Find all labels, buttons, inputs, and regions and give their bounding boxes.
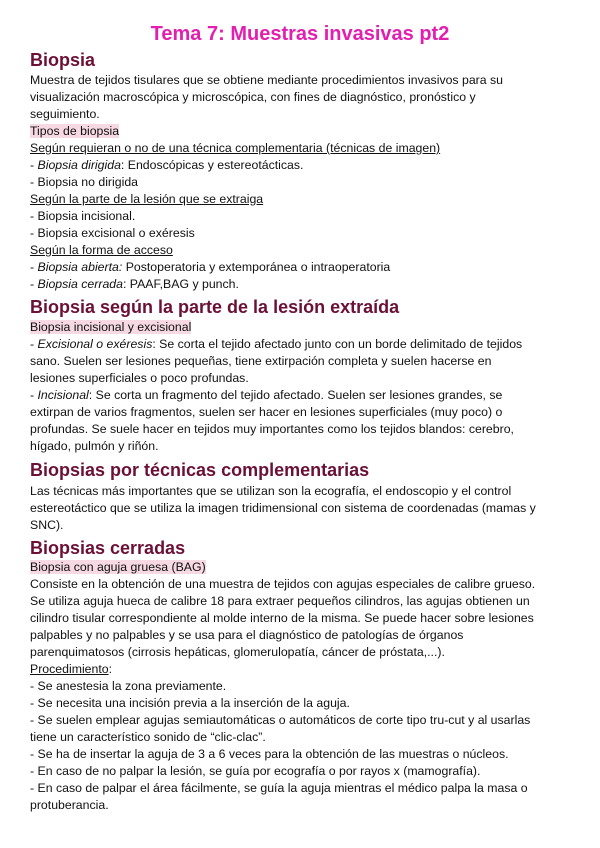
list-item: - Biopsia excisional o exéresis [30,226,195,240]
label-incisional-excisional: Biopsia incisional y excisional [30,320,192,334]
heading-biopsia: Biopsia [30,50,96,70]
paragraph-line: - Excisional o exéresis: Se corta el tejido afectado junto con un borde delimitado de tejidos [30,337,523,351]
definition-line: Muestra de tejidos tisulares que se obtiene mediante procedimientos invasivos para su [30,73,504,87]
paragraph-line: Consiste en la obtención de una muestra de tejidos con agujas especiales de calibre grueso. [30,577,536,591]
list-item: - Biopsia dirigida: Endoscópicas y estereotácticas. [30,158,304,172]
paragraph-line: Las técnicas más importantes que se utilizan son la ecografía, el endoscopio y el control [30,484,512,498]
paragraph-line: sano. Suelen ser lesiones pequeñas, tiene extirpación completa y suelen hacerse en [30,354,492,368]
list-item: - En caso de palpar el área fácilmente, se guía la aguja mientras el médico palpa la masa o [30,781,528,795]
paragraph-line: lesiones superficiales o poco profundas. [30,371,249,385]
paragraph-line: estereotáctico que se utiliza la imagen tridimensional con sistema de coordenadas (mamas y [30,501,536,515]
list-item: - Biopsia abierta: Postoperatoria y extemporánea o intraoperatoria [30,260,391,274]
paragraph-line: cilindro tisular correspondiente al molde interno de la misma. Se puede hacer sobre lesiones [30,611,534,625]
list-item: - Biopsia no dirigida [30,175,139,189]
heading-biopsias-cerradas: Biopsias cerradas [30,538,186,558]
paragraph-line: Se utiliza aguja hueca de calibre 18 para extraer pequeños cilindros, las agujas obtienen un [30,594,530,608]
list-item: - Biopsia incisional. [30,209,136,223]
subheading-parte-lesion: Según la parte de la lesión que se extraiga [30,192,264,206]
list-item: tiene un característico sonido de “clic-clac”. [30,730,266,744]
list-item: - Biopsia cerrada: PAAF,BAG y punch. [30,277,239,291]
page-title: Tema 7: Muestras invasivas pt2 [150,23,450,45]
subheading-tecnica: Según requieran o no de una técnica complementaria (técnicas de imagen) [30,141,441,155]
paragraph-line: - Incisional: Se corta un fragmento del tejido afectado. Suelen ser lesiones grandes, se [30,388,503,402]
label-bag: Biopsia con aguja gruesa (BAG) [30,560,206,574]
paragraph-line: palpables y no palpables y se usa para el diagnóstico de patologías de órganos [30,628,464,642]
heading-biopsia-parte-lesion: Biopsia según la parte de la lesión extraída [30,297,400,317]
definition-line: seguimiento. [30,107,100,121]
list-item: - Se anestesia la zona previamente. [30,679,227,693]
subheading-procedimiento: Procedimiento: [30,662,113,676]
paragraph-line: parenquimatosos (cirrosis hepáticas, glomerulopatía, cáncer de próstata,...). [30,645,445,659]
list-item: - En caso de no palpar la lesión, se guía por ecografía o por rayos x (mamografía). [30,764,481,778]
list-item: - Se ha de insertar la aguja de 3 a 6 veces para la obtención de las muestras o núcleos. [30,747,509,761]
label-tipos-de-biopsia: Tipos de biopsia [30,124,120,138]
list-item: protuberancia. [30,798,109,812]
list-item: - Se suelen emplear agujas semiautomáticas o automáticos de corte tipo tru-cut y al usarlas [30,713,531,727]
paragraph-line: hígado, pulmón y riñón. [30,439,159,453]
paragraph-line: extirpan de varios fragmentos, suelen ser hacer en lesiones superficiales (muy poco) o [30,405,503,419]
definition-line: visualización macroscópica y microscópica, con fines de diagnóstico, pronóstico y [30,90,476,104]
paragraph-line: profundas. Se suele hacer en tejidos muy importantes como los tejidos blandos: cerebro, [30,422,514,436]
subheading-forma-acceso: Según la forma de acceso [30,243,173,257]
paragraph-line: SNC). [30,518,64,532]
heading-tecnicas-complementarias: Biopsias por técnicas complementarias [30,460,370,480]
list-item: - Se necesita una incisión previa a la inserción de la aguja. [30,696,350,710]
